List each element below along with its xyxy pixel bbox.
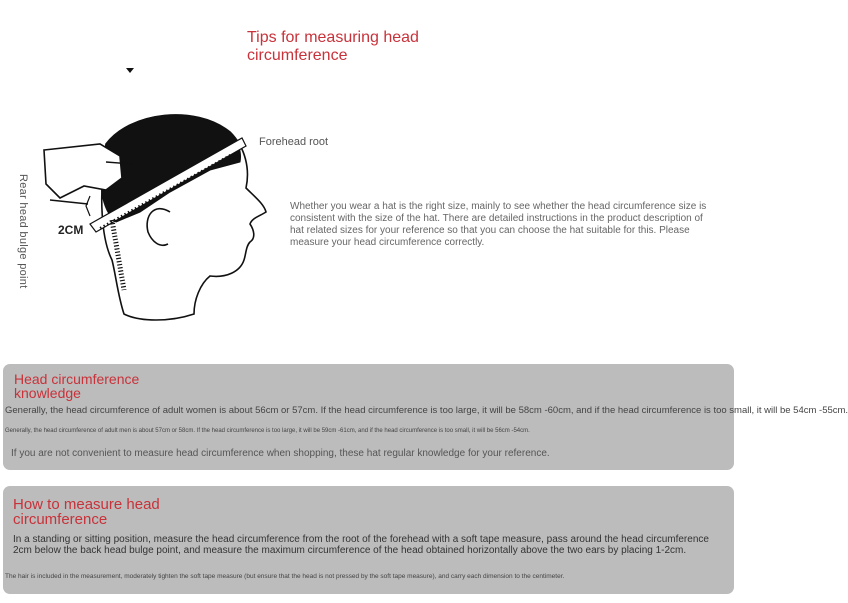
arrow-down-icon <box>126 68 134 73</box>
offset-arrow <box>86 196 90 216</box>
howto-instructions-text: In a standing or sitting position, measure the head circumference from the root of the forehead with a soft tape measure, pass around the head circumference 2cm below the back head bulge point, and measure the maximum circumference of the head obtained horizontally above the two ears by placing 1-2cm. <box>13 534 709 556</box>
knowledge-women-text: Generally, the head circumference of adult women is about 56cm or 57cm. If the head circumference is too large, it will be 58cm -60cm, and if the head circumference is too small, it will be 54cm -55cm. <box>5 405 848 416</box>
offset-label: 2CM <box>58 223 84 237</box>
forehead-root-label: Forehead root <box>259 136 329 148</box>
diagram-description: Whether you wear a hat is the right size, mainly to see whether the head circumference size is consistent with the size of the hat. There are detailed instructions in the product description of hat related sizes for your reference so that you can choose the hat suitable for this. Please measure your head circumference correctly. <box>290 201 707 248</box>
rear-head-label: Rear head bulge point <box>17 174 29 289</box>
knowledge-men-text: Generally, the head circumference of adult men is about 57cm or 58cm. If the head circumference is too large, it will be 59cm -61cm, and if the head circumference is too small, it will be 56cm -54cm. <box>5 428 530 434</box>
ear-shape <box>147 209 170 246</box>
knowledge-title: Head circumference knowledge <box>14 371 140 401</box>
knowledge-note-text: If you are not convenient to measure head circumference when shopping, these hat regular knowledge for your reference. <box>11 448 550 459</box>
howto-hair-note-text: The hair is included in the measurement, moderately tighten the soft tape measure (but ensure that the head is not pressed by the soft tape measure), and carry each dimension to the centimeter. <box>5 573 565 580</box>
knowledge-panel <box>3 364 848 470</box>
page-title: Tips for measuring head circumference <box>247 29 419 64</box>
howto-title: How to measure head circumference <box>13 496 160 528</box>
howto-panel <box>3 486 734 594</box>
